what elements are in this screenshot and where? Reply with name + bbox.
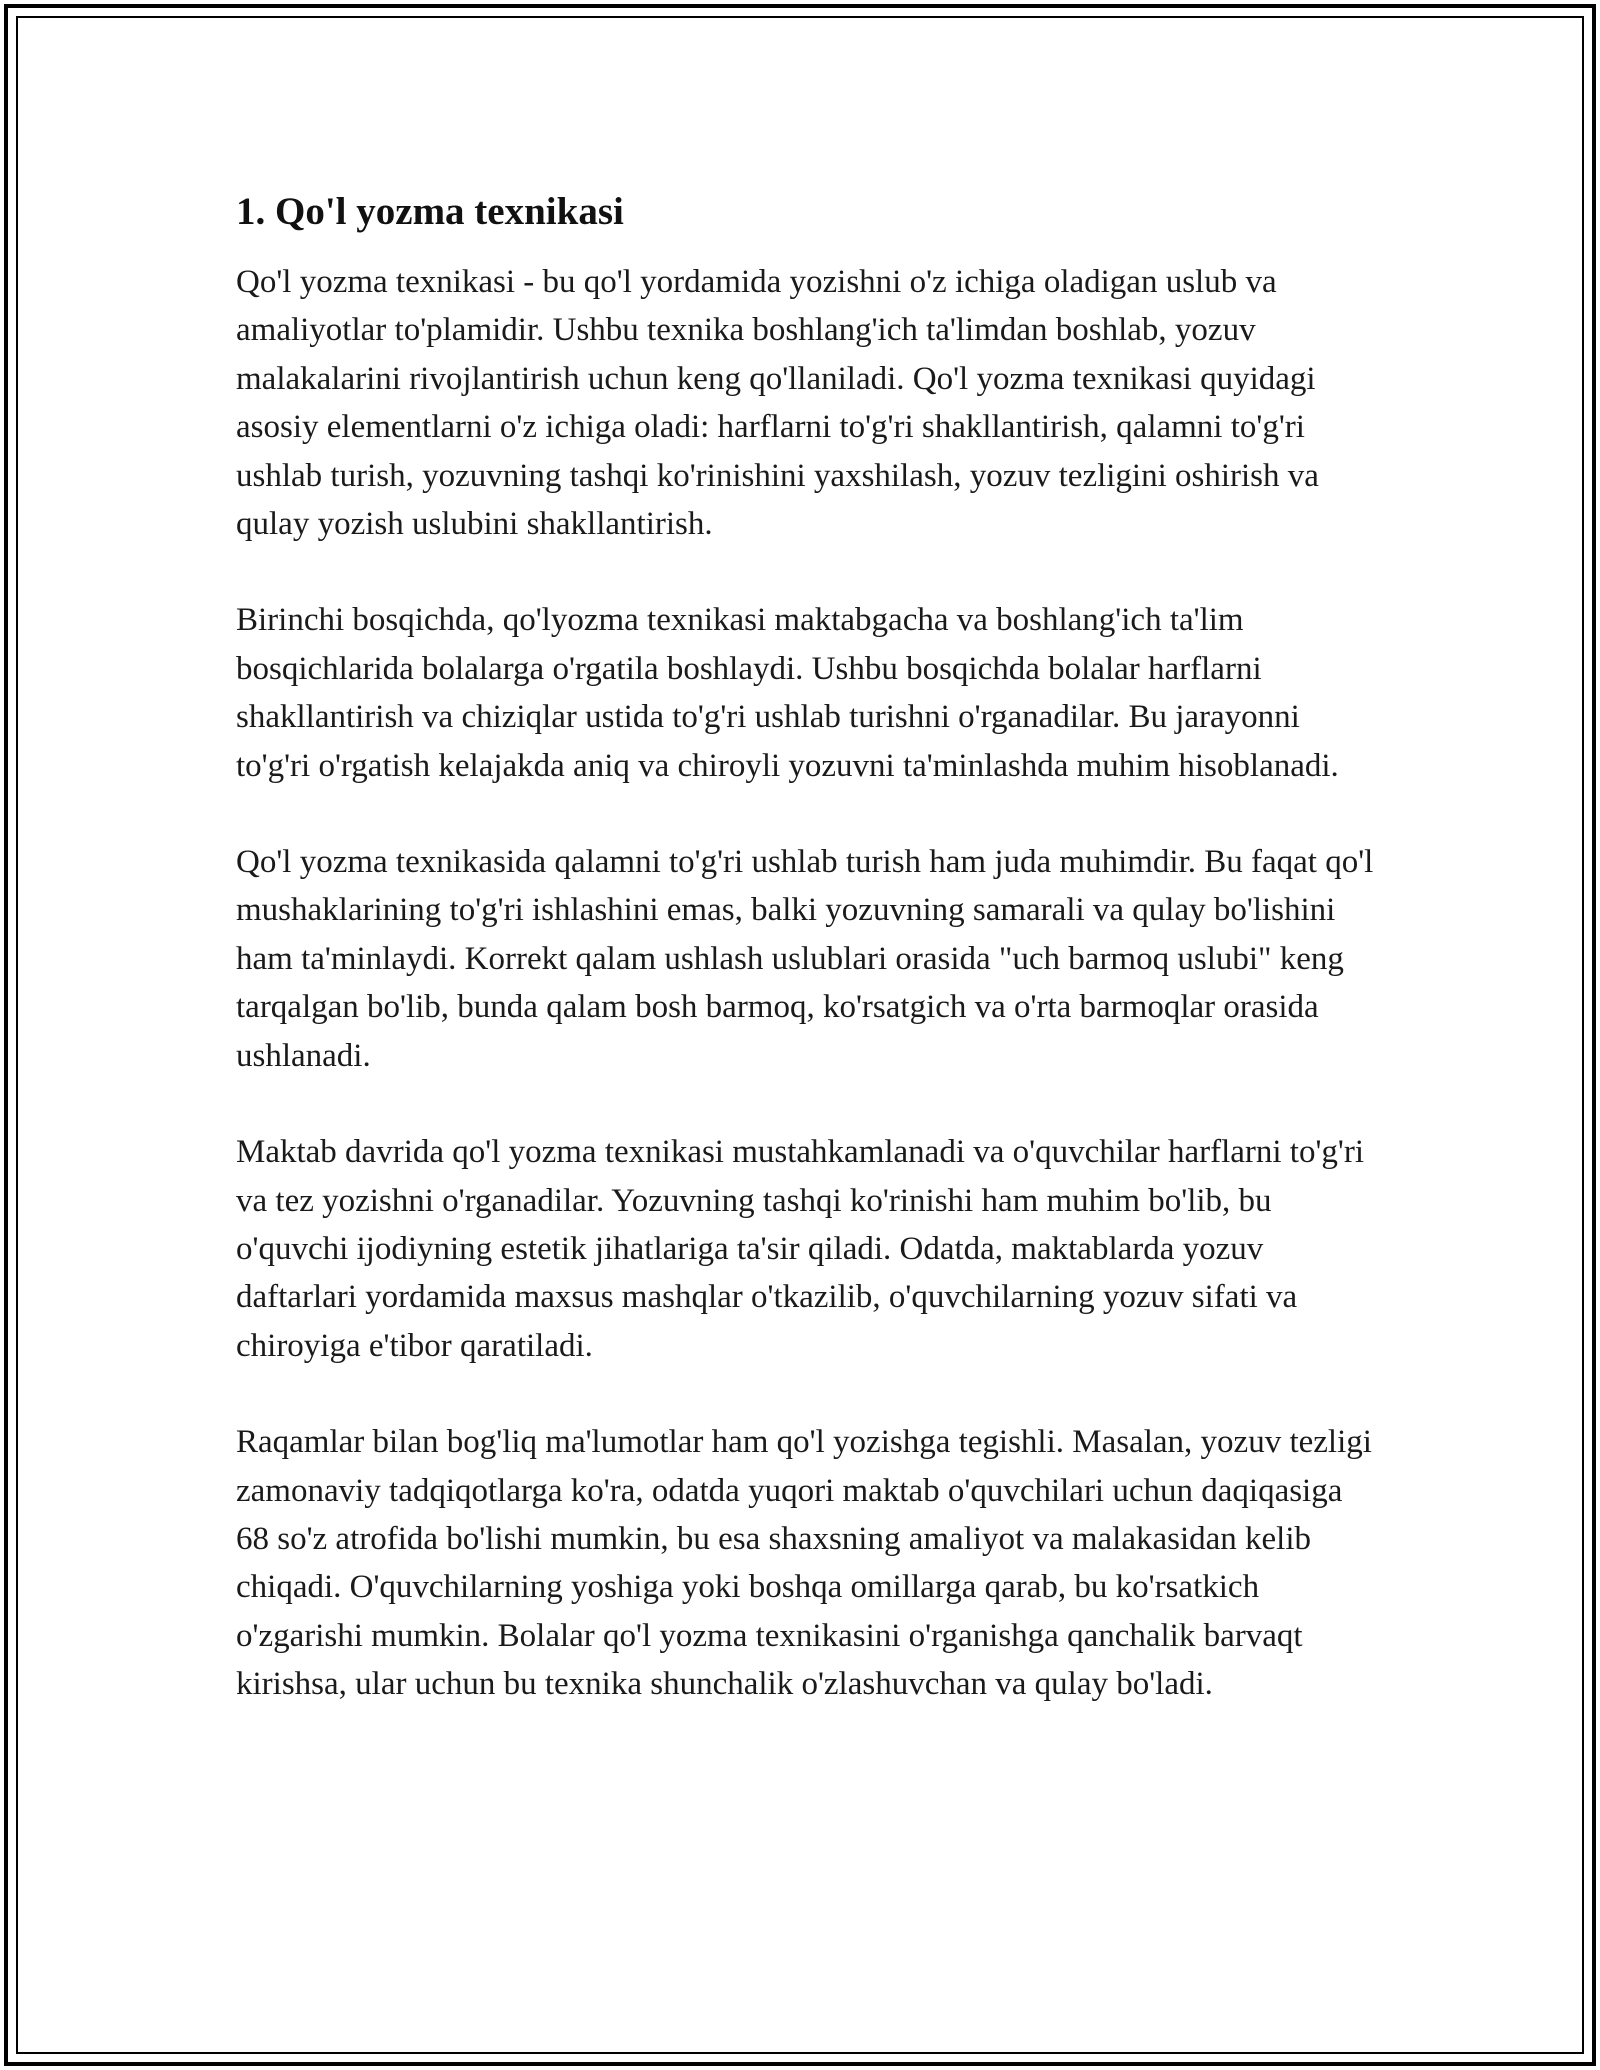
paragraph-intro: Qo'l yozma texnikasi - bu qo'l yordamida yozishni o'z ichiga oladigan uslub va amaliyotlar to'plamidir. Ushbu texnika boshlang'ich ta'limdan boshlab, yozuv malakalarini rivojlantirish uchun keng qo'llaniladi. Qo'l yozma texnikasi quyidagi asosiy elementlarni o'z ichiga oladi: harflarni to'g'ri shakllantirish, qalamni to'g'ri ushlab turish, yozuvning tashqi ko'rinishini yaxshilash, yozuv tezligini oshirish va qulay yozish uslubini shakllantirish. — [236, 264, 1319, 543]
paragraph-first-stage: Birinchi bosqichda, qo'lyozma texnikasi maktabgacha va boshlang'ich ta'lim bosqichlarida bolalarga o'rgatila boshlaydi. Ushbu bosqichda bolalar harflarni shakllantirish va chiziqlar ustida to'g'ri ushlab turishni o'rganadilar. Bu jarayonni to'g'ri o'rgatish kelajakda aniq va chiroyli yozuvni ta'minlashda muhim hisoblanadi. — [236, 602, 1339, 784]
paragraph-school-period: Maktab davrida qo'l yozma texnikasi mustahkamlanadi va o'quvchilar harflarni to'g'ri va tez yozishni o'rganadilar. Yozuvning tashqi ko'rinishi ham muhim bo'lib, bu o'quvchi ijodiyning estetik jihatlariga ta'sir qiladi. Odatda, maktablarda yozuv daftarlari yordamida maxsus mashqlar o'tkazilib, o'quvchilarning yozuv sifati va chiroyiga e'tibor qaratiladi. — [236, 1134, 1365, 1364]
section-heading: 1. Qo'l yozma texnikasi — [236, 190, 624, 233]
paragraph-pen-grip: Qo'l yozma texnikasida qalamni to'g'ri ushlab turish ham juda muhimdir. Bu faqat qo'l mushaklarining to'g'ri ishlashini emas, balki yozuvning samarali va qulay bo'lishini ham ta'minlaydi. Korrekt qalam ushlash uslublari orasida "uch barmoq uslubi" keng tarqalgan bo'lib, bunda qalam bosh barmoq, ko'rsatgich va o'rta barmoqlar orasida ushlanadi. — [236, 844, 1374, 1074]
document-body — [236, 186, 1376, 1757]
paragraph-writing-speed: Raqamlar bilan bog'liq ma'lumotlar ham qo'l yozishga tegishli. Masalan, yozuv tezligi zamonaviy tadqiqotlarga ko'ra, odatda yuqori maktab o'quvchilari uchun daqiqasiga 68 so'z atrofida bo'lishi mumkin, bu esa shaxsning amaliyot va malakasidan kelib chiqadi. O'quvchilarning yoshiga yoki boshqa omillarga qarab, bu ko'rsatkich o'zgarishi mumkin. Bolalar qo'l yozma texnikasini o'rganishga qanchalik barvaqt kirishsa, ular uchun bu texnika shunchalik o'zlashuvchan va qulay bo'ladi. — [236, 1424, 1372, 1703]
